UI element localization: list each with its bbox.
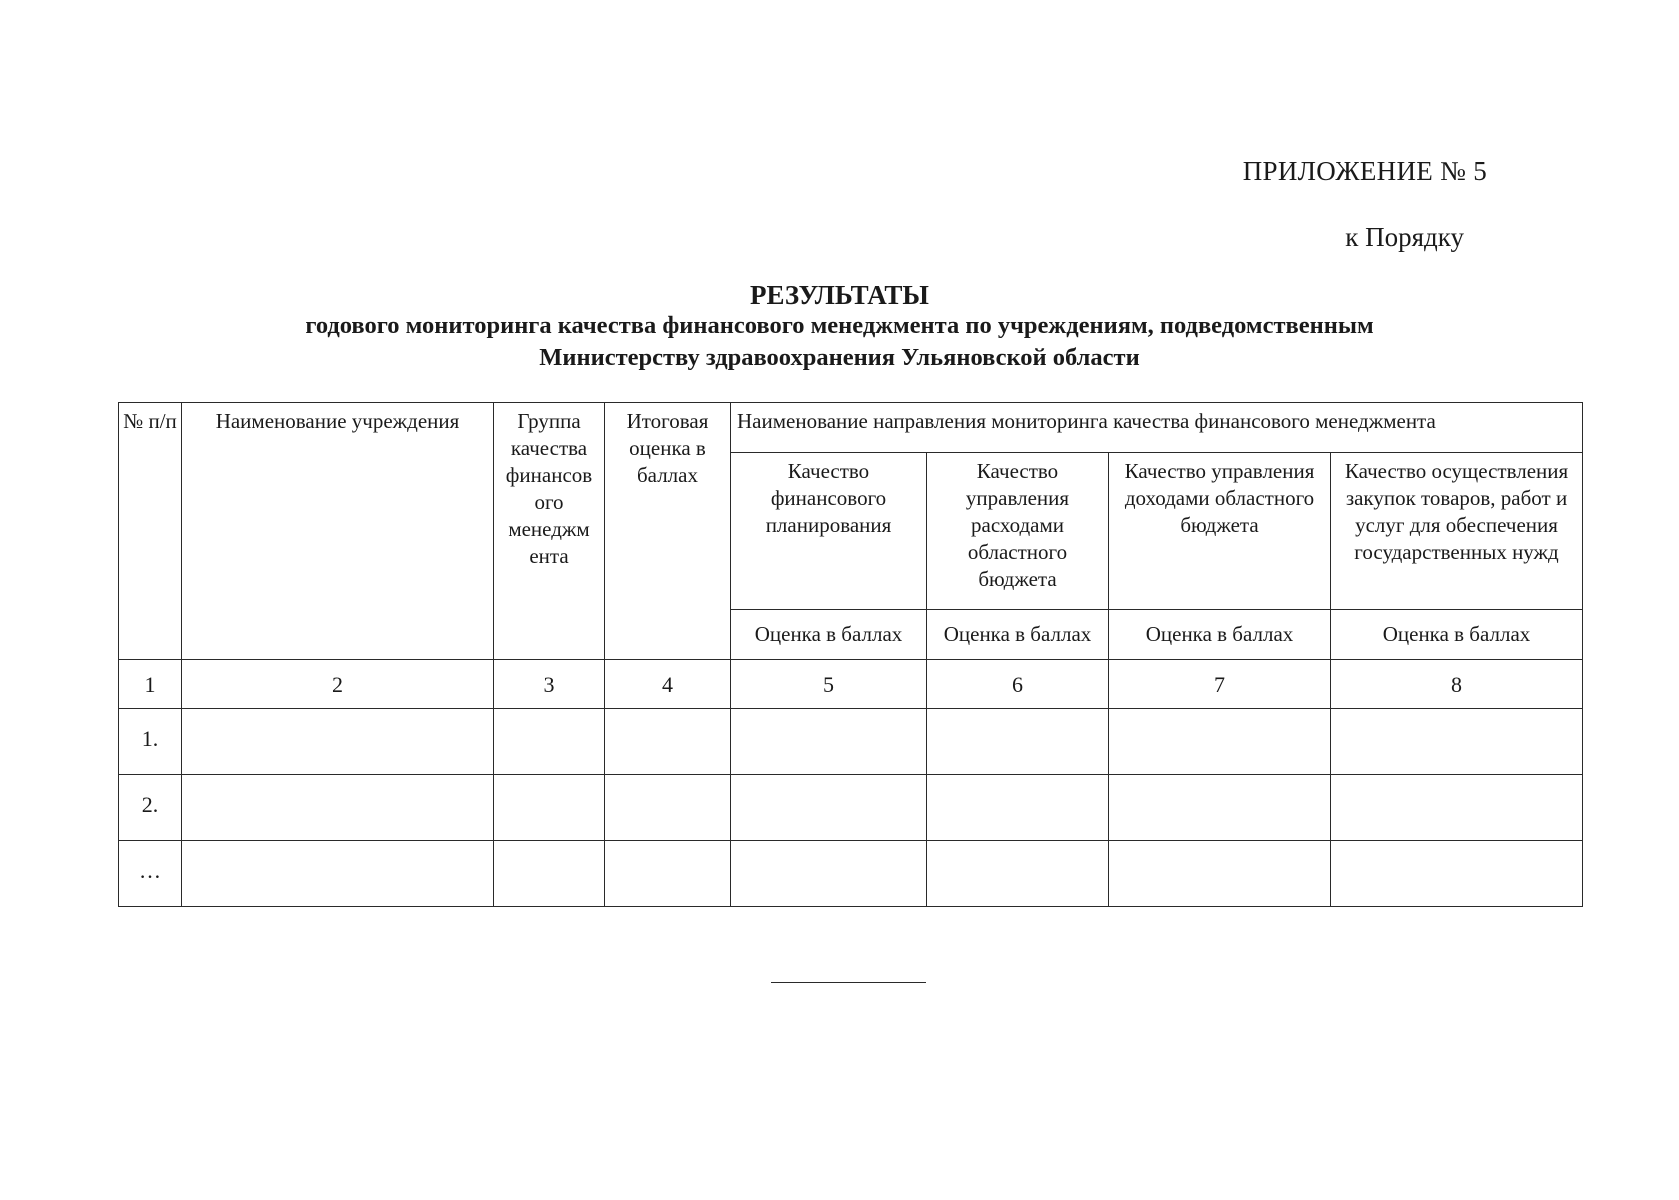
table-cell: [494, 841, 605, 907]
column-number: 7: [1109, 660, 1331, 709]
table-row: [119, 709, 1583, 775]
table-cell: [1109, 709, 1331, 775]
header-directions: Наименование направления мониторинга качества финансового менеджмента: [731, 403, 1583, 453]
row-number: 1.: [119, 709, 182, 775]
header-revenue-management: Качество управления доходами областного бюджета: [1109, 453, 1331, 610]
column-number-row: [119, 660, 1583, 709]
header-score: Оценка в баллах: [731, 610, 927, 660]
table-cell: [927, 841, 1109, 907]
end-separator-line: [771, 982, 926, 983]
header-total: Итоговая оценка в баллах: [605, 403, 731, 660]
row-number: …: [119, 841, 182, 907]
header-procurement: Качество осуществления закупок товаров, работ и услуг для обеспечения государственных нужд: [1331, 453, 1583, 610]
table-cell: [1331, 841, 1583, 907]
column-number: 5: [731, 660, 927, 709]
table-cell: [731, 775, 927, 841]
header-expenditure-management: Качество управления расходами областного бюджета: [927, 453, 1109, 610]
title-line-2: Министерству здравоохранения Ульяновской области: [539, 344, 1140, 371]
row-number: 2.: [119, 775, 182, 841]
table-cell: [182, 775, 494, 841]
header-num: № п/п: [119, 403, 182, 660]
column-number: 6: [927, 660, 1109, 709]
table-cell: [605, 709, 731, 775]
document-title: [0, 280, 1679, 374]
appendix-label: ПРИЛОЖЕНИЕ № 5: [1242, 156, 1487, 186]
table-cell: [182, 841, 494, 907]
header-group: Группа качества финансов ого менеджм ента: [494, 403, 605, 660]
table-cell: [927, 709, 1109, 775]
table-cell: [1331, 709, 1583, 775]
table-cell: [605, 841, 731, 907]
header-score: Оценка в баллах: [1331, 610, 1583, 660]
header-score: Оценка в баллах: [927, 610, 1109, 660]
table-cell: [494, 709, 605, 775]
table-cell: [182, 709, 494, 775]
column-number: 1: [119, 660, 182, 709]
column-number: 3: [494, 660, 605, 709]
table-cell: [1331, 775, 1583, 841]
table-cell: [731, 841, 927, 907]
table-cell: [927, 775, 1109, 841]
header-score: Оценка в баллах: [1109, 610, 1331, 660]
header-financial-planning: Качество финансового планирования: [731, 453, 927, 610]
table-cell: [494, 775, 605, 841]
table-cell: [605, 775, 731, 841]
table-row: [119, 841, 1583, 907]
table-cell: [731, 709, 927, 775]
column-number: 8: [1331, 660, 1583, 709]
table-row: [119, 775, 1583, 841]
results-table: [118, 402, 1583, 907]
column-number: 4: [605, 660, 731, 709]
title-line-1: годового мониторинга качества финансового менеджмента по учреждениям, подведомственным: [305, 312, 1374, 339]
header-name: Наименование учреждения: [182, 403, 494, 660]
title-main: РЕЗУЛЬТАТЫ: [750, 280, 929, 310]
table-cell: [1109, 775, 1331, 841]
table-cell: [1109, 841, 1331, 907]
column-number: 2: [182, 660, 494, 709]
to-order-label: к Порядку: [1345, 222, 1464, 252]
